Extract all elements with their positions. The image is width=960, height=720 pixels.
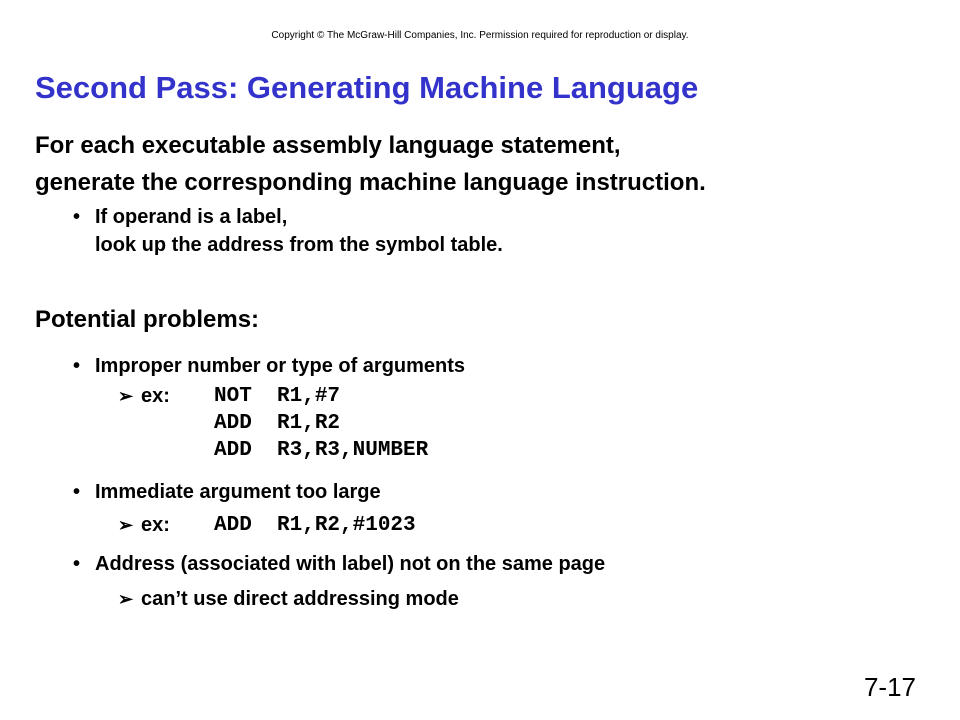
problems-heading: Potential problems: xyxy=(35,306,260,333)
bullet-improper-arguments xyxy=(73,352,465,380)
slide-title: Second Pass: Generating Machine Language xyxy=(35,70,699,105)
bullet-icon: • xyxy=(73,553,81,575)
lead-paragraph xyxy=(35,127,706,201)
example-label: ex: xyxy=(141,385,170,407)
bullet-immediate-too-large xyxy=(73,478,381,506)
example-label: ex: xyxy=(141,514,170,536)
bullet-icon: • xyxy=(73,206,81,228)
example-improper-arguments xyxy=(118,383,428,464)
copyright-notice: Copyright © The McGraw-Hill Companies, Inc. Permission required for reproduction or display. xyxy=(271,30,689,41)
bullet-icon: • xyxy=(73,355,81,377)
code-line: ADD R3,R3,NUMBER xyxy=(214,439,429,462)
arrow-bullet-icon: ➢ xyxy=(118,589,134,609)
bullet-text: Immediate argument too large xyxy=(95,481,381,503)
code-line: NOT R1,#7 xyxy=(214,385,341,408)
bullet-text: Address (associated with label) not on the same page xyxy=(95,553,606,575)
arrow-bullet-icon: ➢ xyxy=(118,515,134,535)
page-number: 7-17 xyxy=(863,672,916,702)
bullet-operand-label xyxy=(73,203,503,259)
example-immediate-too-large xyxy=(118,512,416,539)
arrow-bullet-icon: ➢ xyxy=(118,386,134,406)
sub-bullet-direct-addressing xyxy=(118,586,459,613)
sub-bullet-text: can’t use direct addressing mode xyxy=(141,588,459,610)
bullet-line-1: If operand is a label, xyxy=(95,206,288,228)
lead-line-1: For each executable assembly language statement, xyxy=(35,132,621,159)
code-block xyxy=(214,512,416,539)
bullet-text: Improper number or type of arguments xyxy=(95,355,466,377)
lead-line-2: generate the corresponding machine language instruction. xyxy=(35,169,706,196)
bullet-line-2: look up the address from the symbol table. xyxy=(95,234,503,256)
bullet-address-page xyxy=(73,550,605,578)
code-line: ADD R1,R2,#1023 xyxy=(214,514,416,537)
bullet-icon: • xyxy=(73,481,81,503)
code-line: ADD R1,R2 xyxy=(214,412,341,435)
code-block xyxy=(214,383,428,464)
